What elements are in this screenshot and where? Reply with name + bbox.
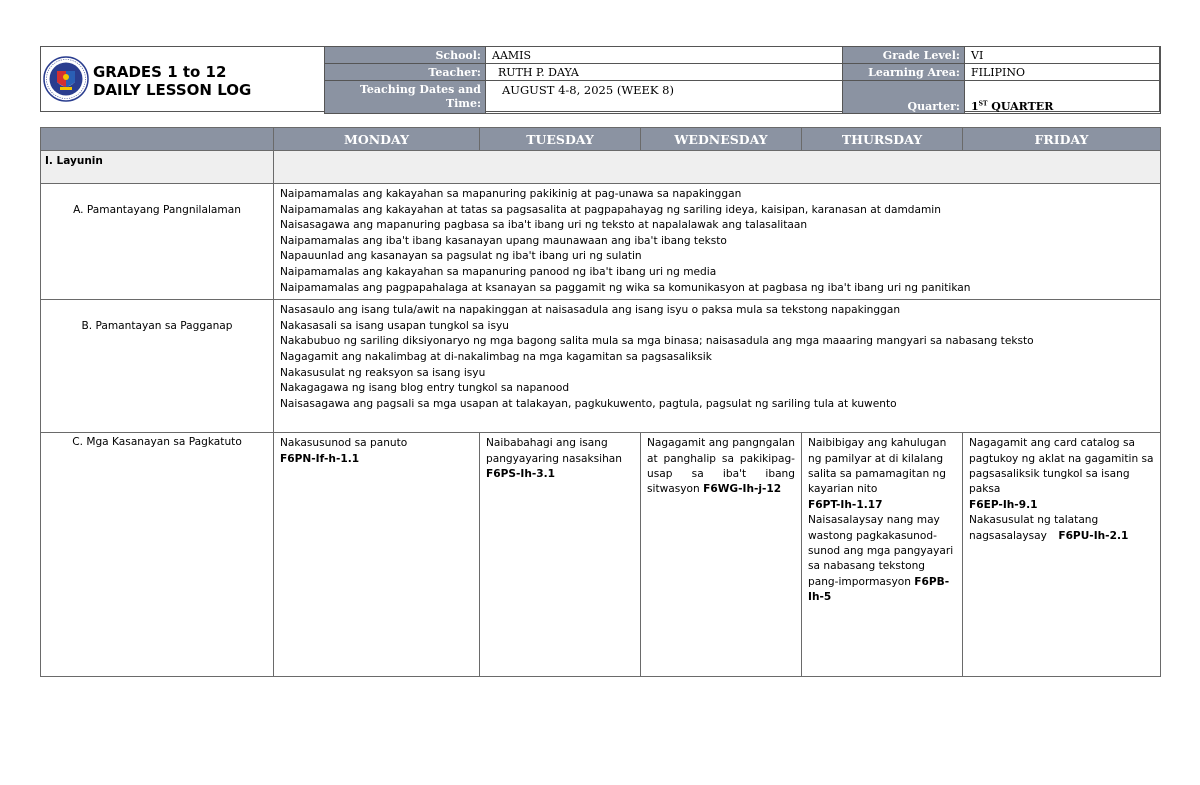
- row-a-line: Naipamamalas ang kakayahan sa mapanuring pakikinig at pag-unawa sa napakinggan: [280, 188, 742, 200]
- header-info-table: [324, 46, 1161, 114]
- friday-skills: [963, 433, 1161, 677]
- teaching-dates-label: [325, 81, 486, 114]
- row-b-label-cell: [41, 300, 274, 433]
- friday-skill-text-2: Nakasusulat ng talatang nagsasalaysay: [969, 514, 1099, 542]
- title-line-1: GRADES 1 to 12: [93, 63, 227, 81]
- school-label: School:: [325, 47, 486, 64]
- teacher-value: RUTH P. DAYA: [486, 64, 843, 81]
- friday-skill-code-1: F6EP-Ih-9.1: [969, 498, 1038, 511]
- lesson-log-table: [40, 127, 1161, 677]
- teacher-label: Teacher:: [325, 64, 486, 81]
- row-b-line: Nakasusulat ng reaksyon sa isang isyu: [280, 366, 486, 379]
- day-monday: MONDAY: [274, 128, 480, 151]
- tuesday-skill-text: Naibabahagi ang isang pangyayaring nasaksihan: [486, 437, 623, 465]
- quarter-number: 1: [971, 100, 979, 113]
- school-value: AAMIS: [486, 47, 843, 64]
- dates-label-line-2: Time:: [445, 97, 481, 110]
- row-b-line: Nakasasali sa isang usapan tungkol sa isyu: [280, 319, 509, 332]
- row-c-label: C. Mga Kasanayan sa Pagkatuto: [72, 436, 242, 449]
- wednesday-skill-code: F6WG-Ih-j-12: [703, 483, 782, 496]
- learning-area-value: FILIPINO: [965, 64, 1161, 81]
- log-title: [93, 63, 251, 99]
- friday-skill-code-2: F6PU-Ih-2.1: [1058, 529, 1129, 542]
- thursday-skill-text-1: Naibibigay ang kahulugan ng pamilyar at di kilalang salita sa pamamagitan ng kayarian nito: [808, 437, 947, 496]
- row-b-line: Nagagamit ang nakalimbag at di-nakalimbag na mga kagamitan sa pagsasaliksik: [280, 350, 712, 363]
- row-b-line: Nakagagawa ng isang blog entry tungkol sa napanood: [280, 382, 570, 395]
- row-a-line: Naipamamalas ang iba't ibang kasanayan upang maunawaan ang iba't ibang teksto: [280, 234, 727, 247]
- monday-skill-text: Nakasusunod sa panuto: [280, 437, 408, 450]
- day-thursday: THURSDAY: [802, 128, 963, 151]
- row-b-line: Nasasaulo ang isang tula/awit na napakinggan at naisasadula ang isang isyu o paksa mula sa tekstong napakinggan: [280, 304, 901, 317]
- row-mga-kasanayan: [41, 433, 1161, 677]
- grade-level-value: VI: [965, 47, 1161, 64]
- row-b-line: Nakabubuo ng sariling diksiyonaryo ng mga bagong salita mula sa mga binasa; naisasadula ang mga maaaring mangyari sa nabasang teksto: [280, 335, 1034, 348]
- row-a-line: Naipamamalas ang pagpapahalaga at ksanayan sa paggamit ng wika sa komunikasyon at pagbasa ng iba't ibang uri ng panitikan: [280, 281, 971, 294]
- row-c-label-cell: [41, 433, 274, 677]
- layunin-label: I. Layunin: [41, 151, 274, 184]
- learning-area-label: Learning Area:: [843, 64, 965, 81]
- row-b-line: Naisasagawa ang pagsali sa mga usapan at talakayan, pagkukuwento, pagtula, pagsulat ng sariling tula at kuwento: [280, 397, 897, 410]
- day-tuesday: TUESDAY: [480, 128, 641, 151]
- row-pamantayang-pangnilalaman: [41, 184, 1161, 300]
- row-a-line: Naipamamalas ang kakayahan at tatas sa pagsasalita at pagpapahayag ng sariling ideya, kaisipan, karanasan at damdamin: [280, 203, 941, 216]
- row-a-line: Naipamamalas ang kakayahan sa mapanuring panood ng iba't ibang uri ng media: [280, 265, 717, 278]
- row-a-line: Napauunlad ang kasanayan sa pagsulat ng iba't ibang uri ng sulatin: [280, 250, 642, 263]
- tuesday-skill-code: F6PS-Ih-3.1: [486, 467, 556, 480]
- dates-label-line-1: Teaching Dates and: [359, 83, 481, 96]
- thursday-skill-text-2: Naisasalaysay nang may wastong pagkakasunod-sunod ang mga pangyayari sa nabasang tekstong pang-impormasyon: [808, 514, 954, 588]
- monday-skill-code: F6PN-If-h-1.1: [280, 452, 360, 465]
- tuesday-skills: [480, 433, 641, 677]
- quarter-word: QUARTER: [987, 100, 1054, 113]
- teaching-dates-value: AUGUST 4-8, 2025 (WEEK 8): [486, 81, 843, 114]
- row-pamantayan-sa-pagganap: [41, 300, 1161, 433]
- grade-level-label: Grade Level:: [843, 47, 965, 64]
- thursday-skill-code-2: F6PB-Ih-5: [808, 575, 950, 604]
- layunin-row: [41, 151, 1161, 184]
- quarter-ordinal: ST: [978, 100, 988, 108]
- thursday-skills: [802, 433, 963, 677]
- row-a-label-cell: [41, 184, 274, 300]
- day-wednesday: WEDNESDAY: [641, 128, 802, 151]
- quarter-label: Quarter:: [843, 81, 965, 114]
- days-header-row: [41, 128, 1161, 151]
- corner-cell: [41, 128, 274, 151]
- row-b-label: B. Pamantayan sa Pagganap: [81, 320, 233, 333]
- deped-seal-icon: [43, 56, 89, 102]
- friday-skill-text-1: Nagagamit ang card catalog sa pagtukoy ng aklat na gagamitin sa pagsasaliksik tungkol sa isang paksa: [969, 437, 1154, 496]
- quarter-value: [965, 81, 1161, 114]
- row-a-label: A. Pamantayang Pangnilalaman: [73, 204, 241, 216]
- monday-skills: [274, 433, 480, 677]
- wednesday-skills: [641, 433, 802, 677]
- wednesday-skill-text: Nagagamit ang pangngalan at panghalip sa pakikipag-usap sa iba't ibang sitwasyon: [647, 437, 795, 496]
- row-b-content: [274, 300, 1161, 433]
- row-a-line: Naisasagawa ang mapanuring pagbasa sa iba't ibang uri ng teksto at napalalawak ang talasalitaan: [280, 219, 808, 232]
- title-line-2: DAILY LESSON LOG: [93, 81, 252, 99]
- row-a-content: [274, 184, 1161, 300]
- thursday-skill-code-1: F6PT-Ih-1.17: [808, 498, 883, 511]
- layunin-content: [274, 151, 1161, 184]
- day-friday: FRIDAY: [963, 128, 1161, 151]
